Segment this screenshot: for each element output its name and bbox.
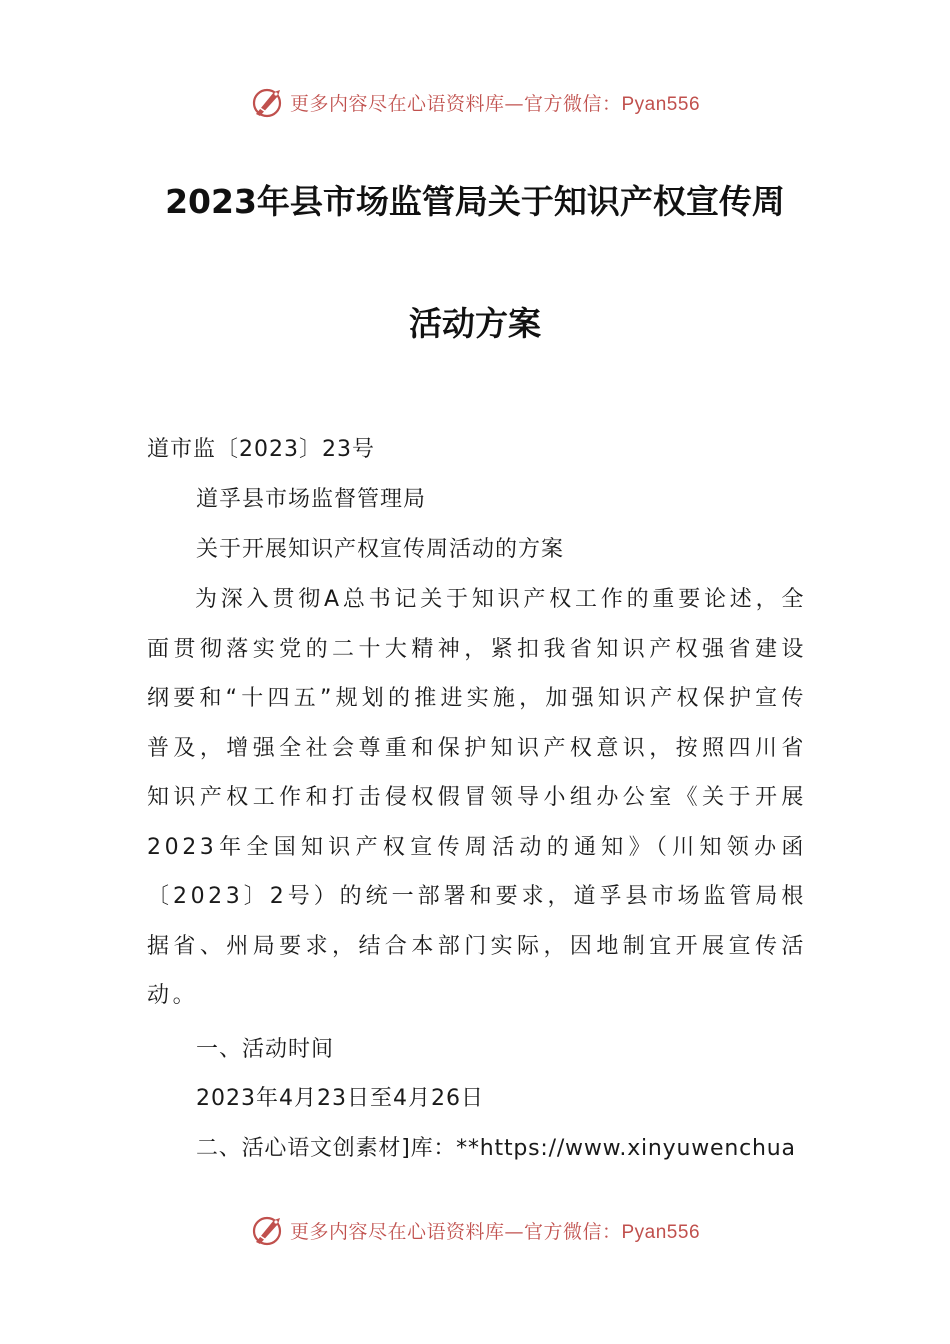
section-1-heading: 一、活动时间 [196, 1037, 335, 1062]
document-subject: 关于开展知识产权宣传周活动的方案 [196, 537, 565, 562]
intro-paragraph: 为深入贯彻A总书记关于知识产权工作的重要论述，全面贯彻落实党的二十大精神，紧扣我省知识产权强省建设纲要和“十四五”规划的推进实施，加强知识产权保护宣传普及，增强全社会尊重和保护知识产权意识，按照四川省知识产权工作和打击侵权假冒领导小组办公室《关于开展2023年全国知识产权宣传周活动的通知》（川知领办函〔2023〕2号）的统一部署和要求，道孚县市场监管局根据省、州局要求，结合本部门实际，因地制宜开展宣传活动。 [147, 587, 807, 1008]
document-title-line-2: 活动方案 [409, 304, 541, 343]
pen-nib-icon [250, 1212, 286, 1248]
section-1-body: 2023年4月23日至4月26日 [196, 1086, 484, 1111]
watermark-wechat-id: Pyan556 [621, 93, 701, 115]
document-title-line-1: 2023年县市场监管局关于知识产权宣传周 [165, 182, 785, 221]
section-2-heading: 二、活心语文创素材]库：**https://www.xinyuwenchua [196, 1136, 796, 1161]
watermark-label: 更多内容尽在心语资料库—官方微信： [289, 92, 622, 115]
document-number: 道市监〔2023〕23号 [147, 437, 375, 462]
watermark-label: 更多内容尽在心语资料库—官方微信： [289, 1220, 622, 1243]
footer-watermark-banner [0, 1210, 950, 1250]
watermark-text [290, 1217, 700, 1244]
pen-nib-icon [250, 84, 286, 120]
issuer-name: 道孚县市场监督管理局 [196, 487, 427, 512]
watermark-wechat-id: Pyan556 [621, 1221, 701, 1243]
watermark-text [290, 89, 700, 116]
header-watermark-banner [0, 82, 950, 122]
